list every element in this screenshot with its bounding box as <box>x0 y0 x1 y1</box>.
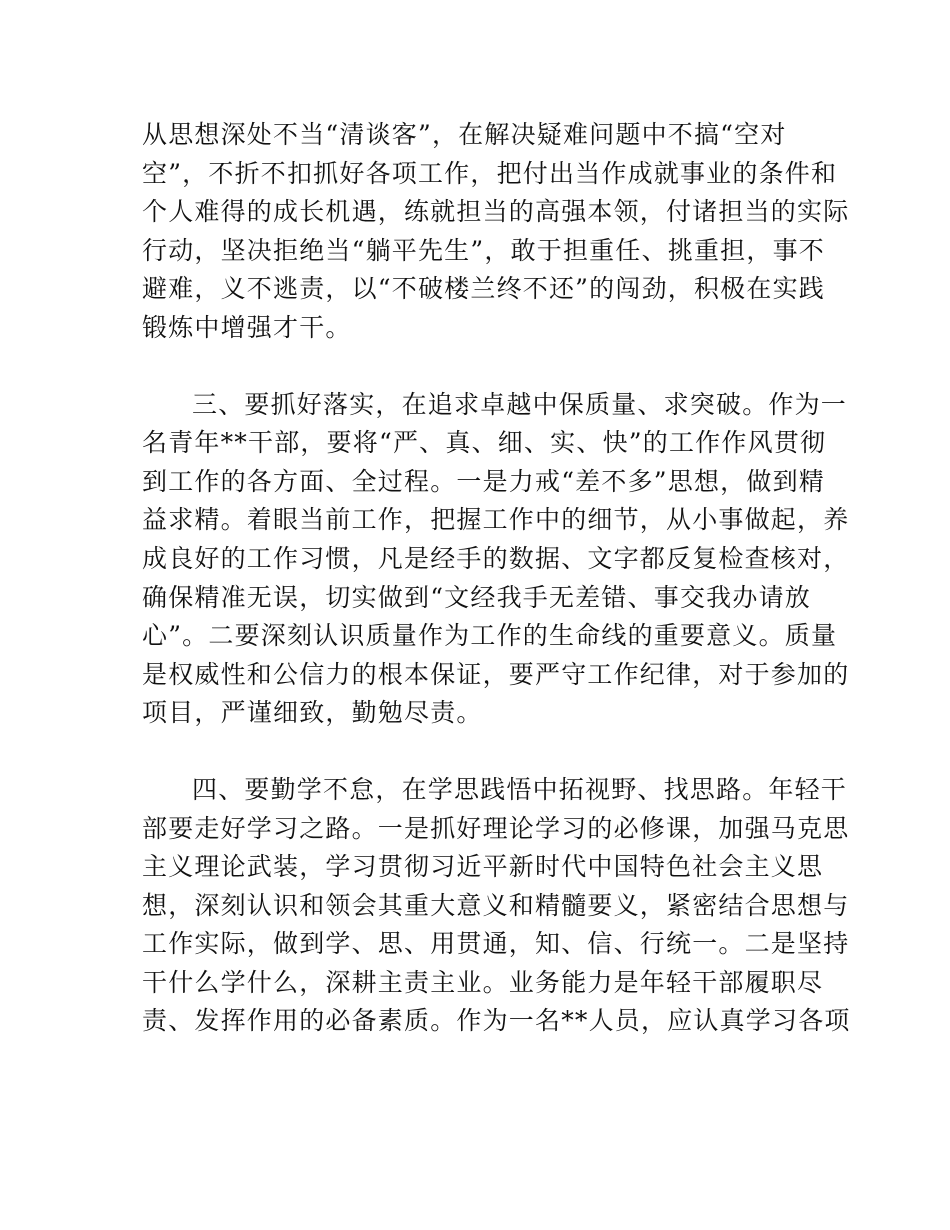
text-line: 确保精准无误，切实做到“文经我手无差错、事交我办请放 <box>142 582 811 612</box>
text-line: 到工作的各方面、全过程。一是力戒“差不多”思想，做到精 <box>142 466 825 496</box>
text-line: 避难，义不逃责，以“不破楼兰终不还”的闯劲，积极在实践 <box>142 274 825 304</box>
text-line: 益求精。着眼当前工作，把握工作中的细节，从小事做起，养 <box>142 505 850 535</box>
text-line: 干什么学什么，深耕主责主业。业务能力是年轻干部履职尽 <box>142 967 824 997</box>
text-line: 责、发挥作用的必备素质。作为一名**人员，应认真学习各项 <box>142 1006 851 1036</box>
paragraph-1 <box>142 116 850 348</box>
text-line: 行动，坚决拒绝当“躺平先生”，敢于担重任、挑重担，事不 <box>142 235 825 265</box>
text-line: 主义理论武装，学习贯彻习近平新时代中国特色社会主义思 <box>142 852 824 882</box>
paragraph-spacer <box>142 348 814 386</box>
text-line: 锻炼中增强才干。 <box>142 312 352 342</box>
text-line: 从思想深处不当“清谈客”，在解决疑难问题中不搞“空对 <box>142 120 787 149</box>
text-line: 想，深刻认识和领会其重大意义和精髓要义，紧密结合思想与 <box>142 890 850 920</box>
document-body <box>142 116 851 1041</box>
text-line: 心”。二要深刻认识质量作为工作的生命线的重要意义。质量 <box>142 621 838 651</box>
text-line: 三、要抓好落实，在追求卓越中保质量、求突破。作为一 <box>192 389 848 419</box>
text-line: 是权威性和公信力的根本保证，要严守工作纪律，对于参加的 <box>142 659 850 689</box>
text-line: 项目，严谨细致，勤勉尽责。 <box>142 698 483 728</box>
text-line: 成良好的工作习惯，凡是经手的数据、文字都反复检查核对， <box>142 543 850 573</box>
text-line: 四、要勤学不怠，在学思践悟中拓视野、找思路。年轻干 <box>192 774 848 804</box>
text-line: 部要走好学习之路。一是抓好理论学习的必修课，加强马克思 <box>142 813 850 843</box>
text-line: 空”，不折不扣抓好各项工作，把付出当作成就事业的条件和 <box>142 158 838 188</box>
text-line: 个人难得的成长机遇，练就担当的高强本领，付诸担当的实际 <box>142 197 850 227</box>
paragraph-3 <box>142 771 851 1041</box>
text-line: 名青年**干部，要将“严、真、细、实、快”的工作作风贯彻 <box>142 428 827 458</box>
paragraph-2 <box>142 386 850 733</box>
paragraph-spacer <box>142 733 814 771</box>
text-line: 工作实际，做到学、思、用贯通，知、信、行统一。二是坚持 <box>142 929 850 959</box>
